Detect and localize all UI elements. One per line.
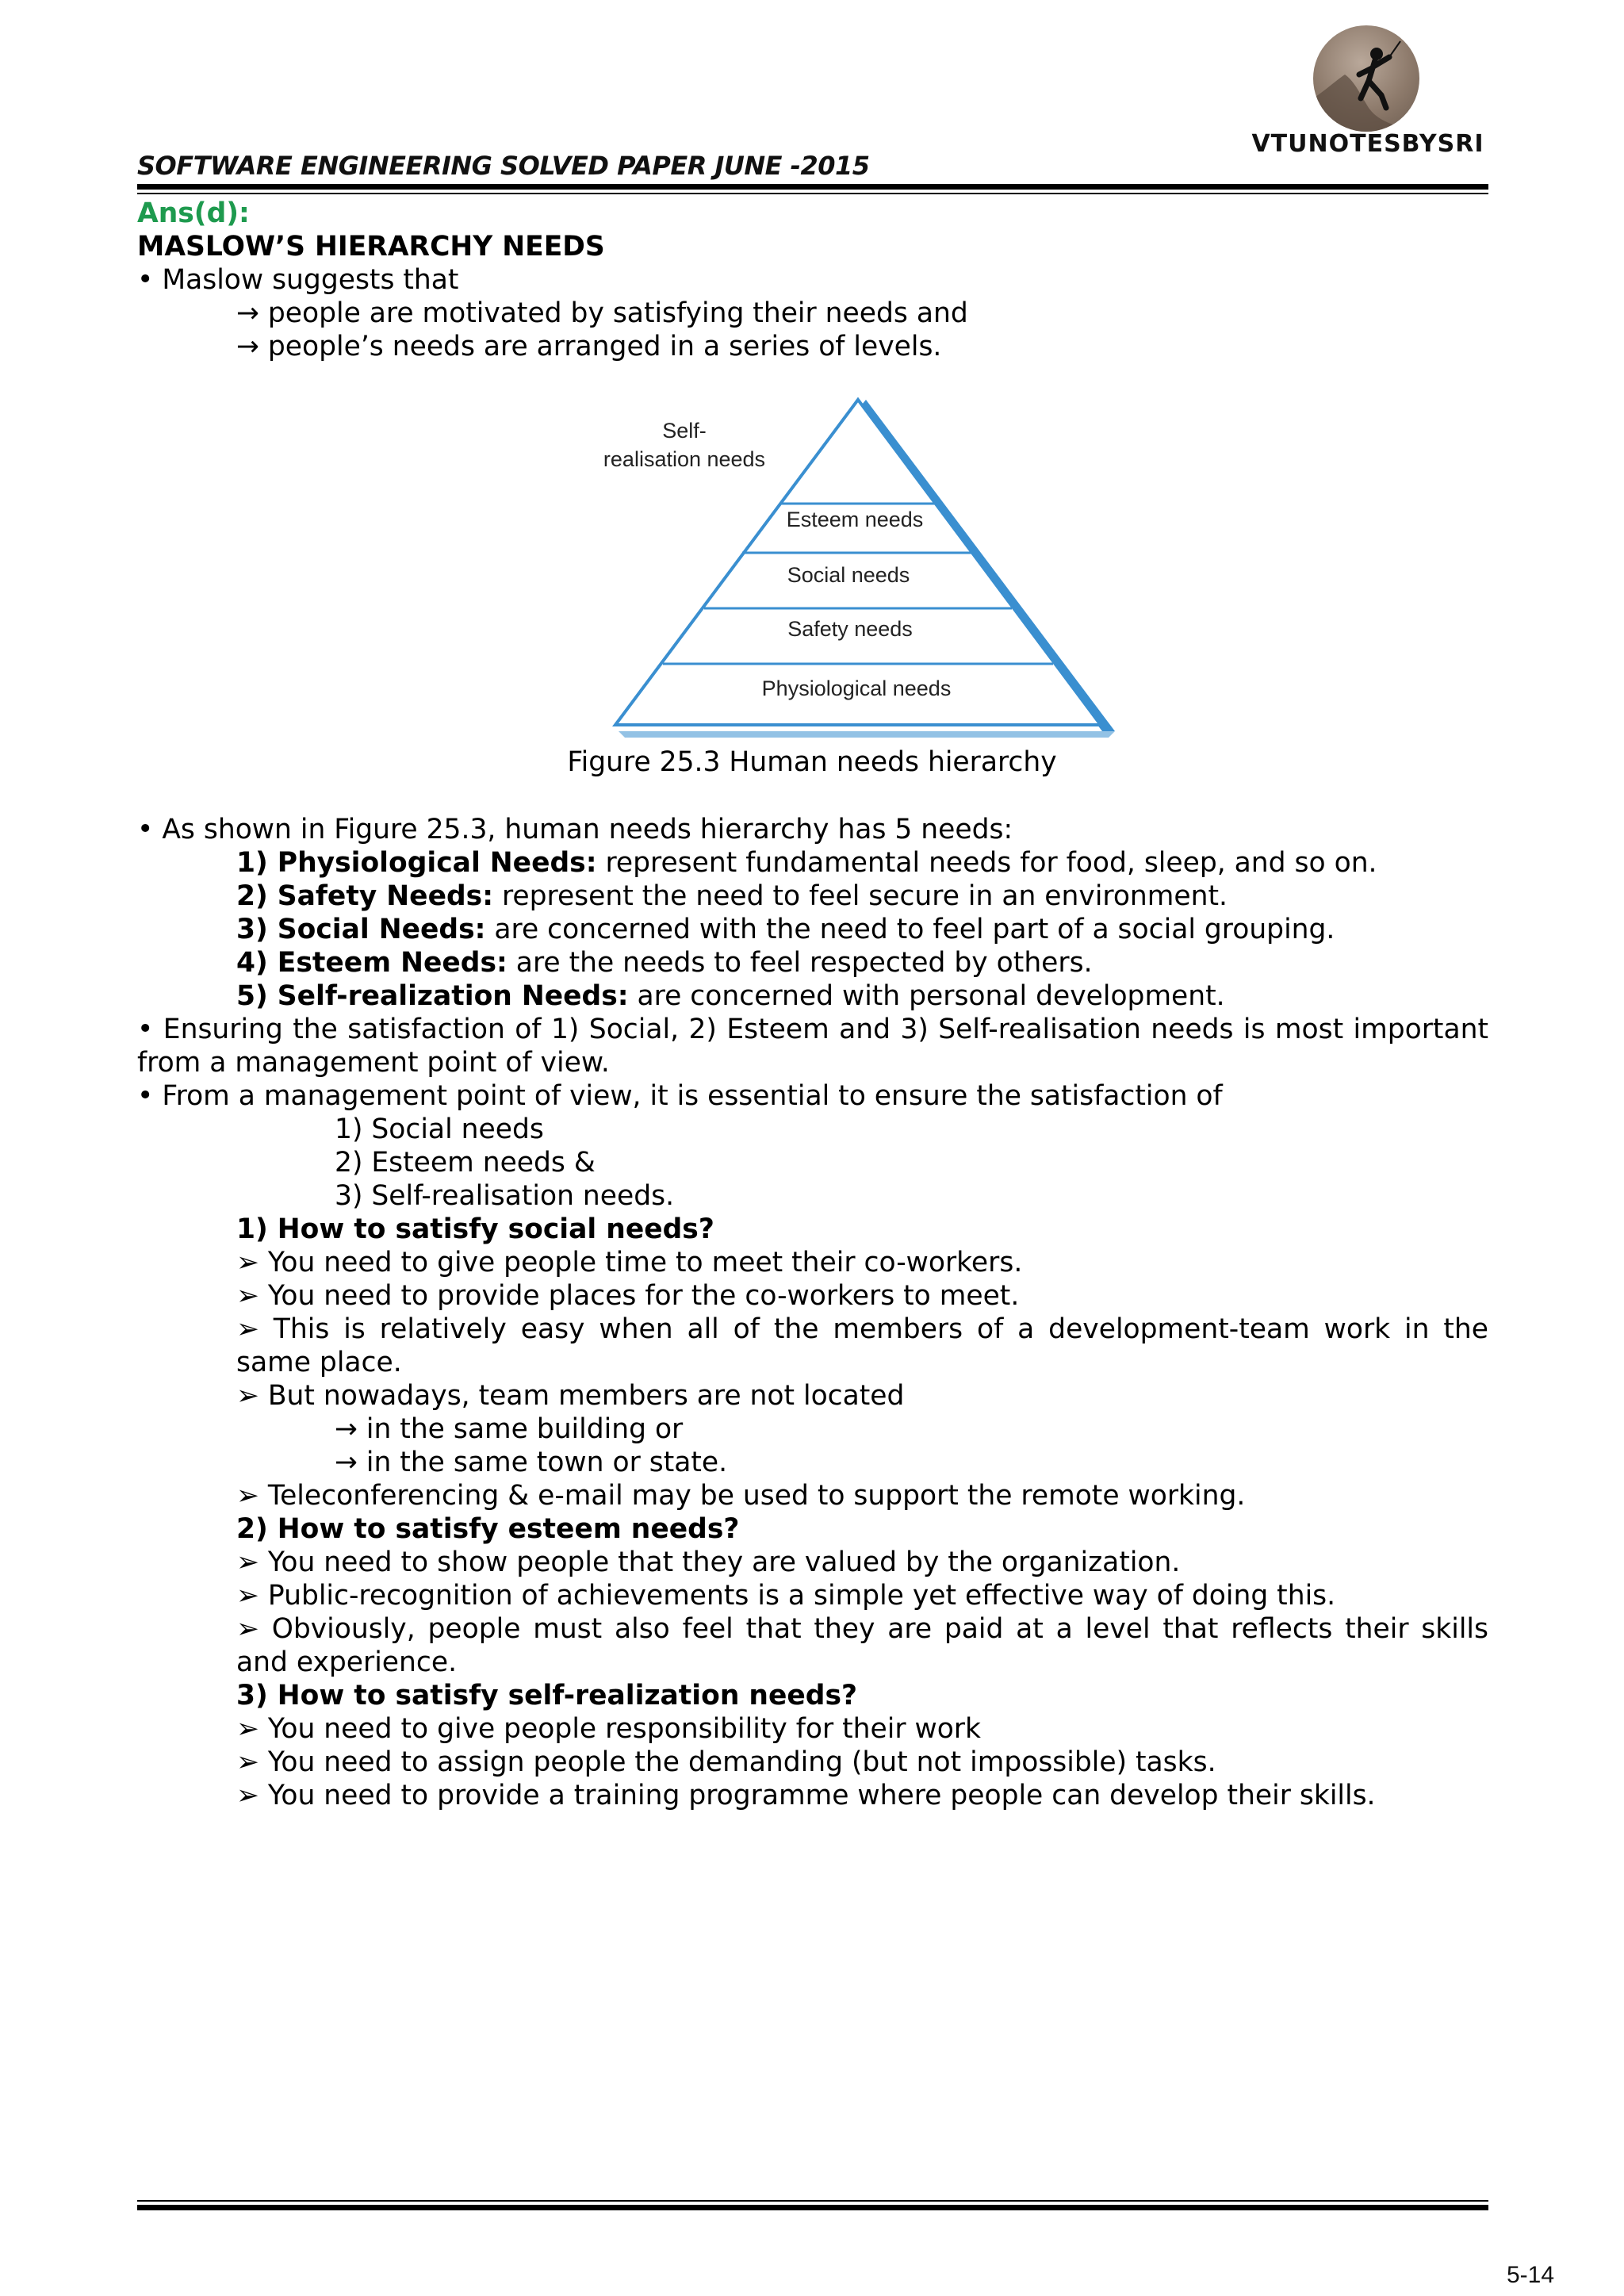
label-self-2: realisation needs — [603, 447, 766, 471]
climber-logo-icon — [1313, 25, 1419, 132]
intro-bullet: • Maslow suggests that — [137, 264, 459, 296]
vtunotesbysri-logo — [1237, 25, 1499, 168]
needs-hierarchy-figure — [579, 389, 1134, 746]
need-text: are the needs to feel respected by others. — [507, 947, 1093, 979]
footer-rule — [137, 2205, 1488, 2210]
social-bullet-cont: same place. — [236, 1347, 402, 1378]
header-rule-thin — [137, 193, 1488, 194]
need-item — [236, 946, 1093, 979]
need-item — [236, 979, 1225, 1013]
need-title: 4) Esteem Needs: — [236, 947, 508, 979]
label-safety: Safety needs — [787, 617, 913, 641]
need-title: 3) Social Needs: — [236, 914, 486, 945]
intro-arrow-2: → people’s needs are arranged in a series of levels. — [236, 331, 942, 362]
footer-rule-thin — [137, 2200, 1488, 2202]
need-title: 1) Physiological Needs: — [236, 847, 597, 879]
need-title: 5) Self-realization Needs: — [236, 980, 629, 1012]
social-bullet: ➢ But nowadays, team members are not located — [236, 1380, 905, 1412]
social-bullet: ➢ This is relatively easy when all of the members of a development-team work in the — [236, 1313, 1488, 1345]
intro-arrow-1: → people are motivated by satisfying their needs and — [236, 297, 968, 329]
label-esteem: Esteem needs — [786, 508, 924, 531]
label-social: Social needs — [787, 563, 910, 587]
running-title: SOFTWARE ENGINEERING SOLVED PAPER JUNE -2015 — [137, 151, 870, 181]
figure-caption: Figure 25.3 Human needs hierarchy — [567, 746, 1057, 778]
need-text: represent the need to feel secure in an environment. — [493, 880, 1228, 912]
esteem-heading: 2) How to satisfy esteem needs? — [236, 1513, 740, 1545]
social-bullet: ➢ You need to provide places for the co-workers to meet. — [236, 1280, 1020, 1312]
needs-intro: • As shown in Figure 25.3, human needs hierarchy has 5 needs: — [137, 814, 1013, 845]
social-sub-arrow: → in the same building or — [335, 1413, 684, 1445]
header-rule — [137, 184, 1488, 190]
answer-label: Ans(d): — [137, 197, 250, 229]
management-item: 3) Self-realisation needs. — [335, 1180, 675, 1212]
esteem-bullet-cont: and experience. — [236, 1646, 458, 1678]
esteem-bullet: ➢ Obviously, people must also feel that they are paid at a level that reflects their skills — [236, 1613, 1488, 1645]
social-heading: 1) How to satisfy social needs? — [236, 1213, 714, 1245]
selfreal-bullet: ➢ You need to provide a training programme where people can develop their skills. — [236, 1780, 1376, 1811]
management-item: 1) Social needs — [335, 1114, 544, 1145]
need-title: 2) Safety Needs: — [236, 880, 494, 912]
pyramid-diagram — [579, 389, 1134, 746]
selfreal-heading: 3) How to satisfy self-realization needs? — [236, 1680, 858, 1711]
pyramid-base-shadow — [619, 731, 1115, 738]
label-physiological: Physiological needs — [761, 677, 952, 700]
need-text: are concerned with the need to feel part of a social grouping. — [485, 914, 1335, 945]
logo-text: VTUNOTESBYSRI — [1251, 130, 1484, 158]
need-text: represent fundamental needs for food, sleep, and so on. — [596, 847, 1377, 879]
social-bullet: ➢ Teleconferencing & e-mail may be used to support the remote working. — [236, 1480, 1246, 1512]
ensuring-line-1: • Ensuring the satisfaction of 1) Social, 2) Esteem and 3) Self-realisation needs is most important — [137, 1014, 1488, 1045]
esteem-bullet: ➢ Public-recognition of achievements is a simple yet effective way of doing this. — [236, 1580, 1336, 1612]
ensuring-line-2: from a management point of view. — [137, 1047, 610, 1079]
need-item — [236, 846, 1377, 880]
label-self: Self- — [662, 419, 707, 443]
selfreal-bullet: ➢ You need to assign people the demanding (but not impossible) tasks. — [236, 1746, 1216, 1778]
need-item — [236, 913, 1335, 946]
need-item — [236, 880, 1228, 913]
page-number: 5-14 — [1507, 2262, 1555, 2288]
social-bullet: ➢ You need to give people time to meet their co-workers. — [236, 1247, 1023, 1278]
selfreal-bullet: ➢ You need to give people responsibility for their work — [236, 1713, 981, 1745]
section-heading: MASLOW’S HIERARCHY NEEDS — [137, 231, 605, 263]
need-text: are concerned with personal development. — [628, 980, 1225, 1012]
social-sub-arrow: → in the same town or state. — [335, 1447, 728, 1478]
management-line: • From a management point of view, it is essential to ensure the satisfaction of — [137, 1080, 1223, 1112]
management-item: 2) Esteem needs & — [335, 1147, 596, 1179]
esteem-bullet: ➢ You need to show people that they are valued by the organization. — [236, 1547, 1181, 1578]
